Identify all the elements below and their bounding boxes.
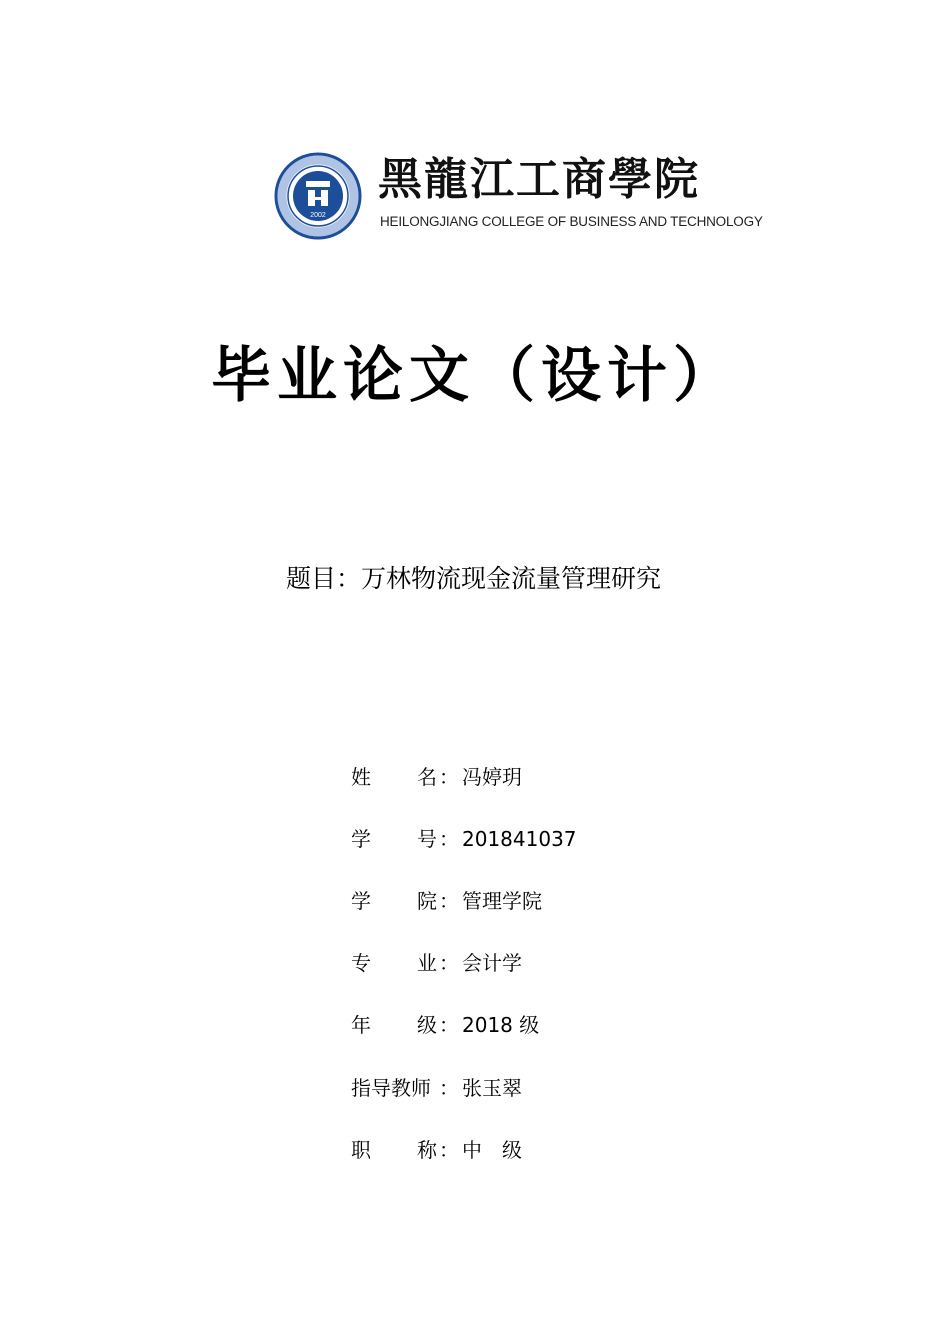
info-label: 业 [417,951,437,975]
info-label: 姓 [351,765,371,789]
info-row-school [351,884,771,918]
seal-year: 2002 [310,212,326,219]
info-row-name [351,760,771,794]
college-header [274,150,763,242]
topic-line [286,561,886,597]
info-row-advisor [351,1071,771,1105]
college-name-en: HEILONGJIANG COLLEGE OF BUSINESS AND TECHNOLOGY [380,214,763,229]
info-label: 学 [351,889,371,913]
info-label: 年 [351,1013,371,1037]
info-colon: ： [439,827,459,851]
info-row-title-rank [351,1133,771,1167]
info-label: 专 [351,951,371,975]
info-colon: ： [439,1076,459,1100]
info-value-grade: 2018 级 [462,1013,540,1037]
info-label-advisor: 指导教师 [351,1076,431,1100]
info-value-name: 冯婷玥 [462,765,522,789]
info-row-student-id [351,822,771,856]
info-colon: ： [439,951,459,975]
info-value-advisor: 张玉翠 [462,1076,522,1100]
info-value-title-rank: 中 级 [462,1138,522,1162]
info-value-major: 会计学 [462,951,522,975]
college-name-cn: 黑龍江工商學院 [378,154,700,205]
college-seal-icon [274,152,362,240]
info-label: 名 [417,765,437,789]
info-label: 学 [351,827,371,851]
info-row-grade [351,1008,771,1042]
info-colon: ： [439,765,459,789]
info-row-major [351,946,771,980]
topic-value: 万林物流现金流量管理研究 [361,564,662,593]
info-label: 称 [417,1138,437,1162]
info-label: 院 [417,889,437,913]
info-colon: ： [439,1013,459,1037]
info-colon: ： [439,1138,459,1162]
info-value-student-id: 201841037 [462,827,577,851]
topic-label: 题目： [286,564,362,593]
info-label: 职 [351,1138,371,1162]
thesis-title: 毕业论文（设计） [211,341,739,411]
info-label: 号 [417,827,437,851]
info-value-school: 管理学院 [462,889,542,913]
info-label: 级 [417,1013,437,1037]
info-colon: ： [439,889,459,913]
